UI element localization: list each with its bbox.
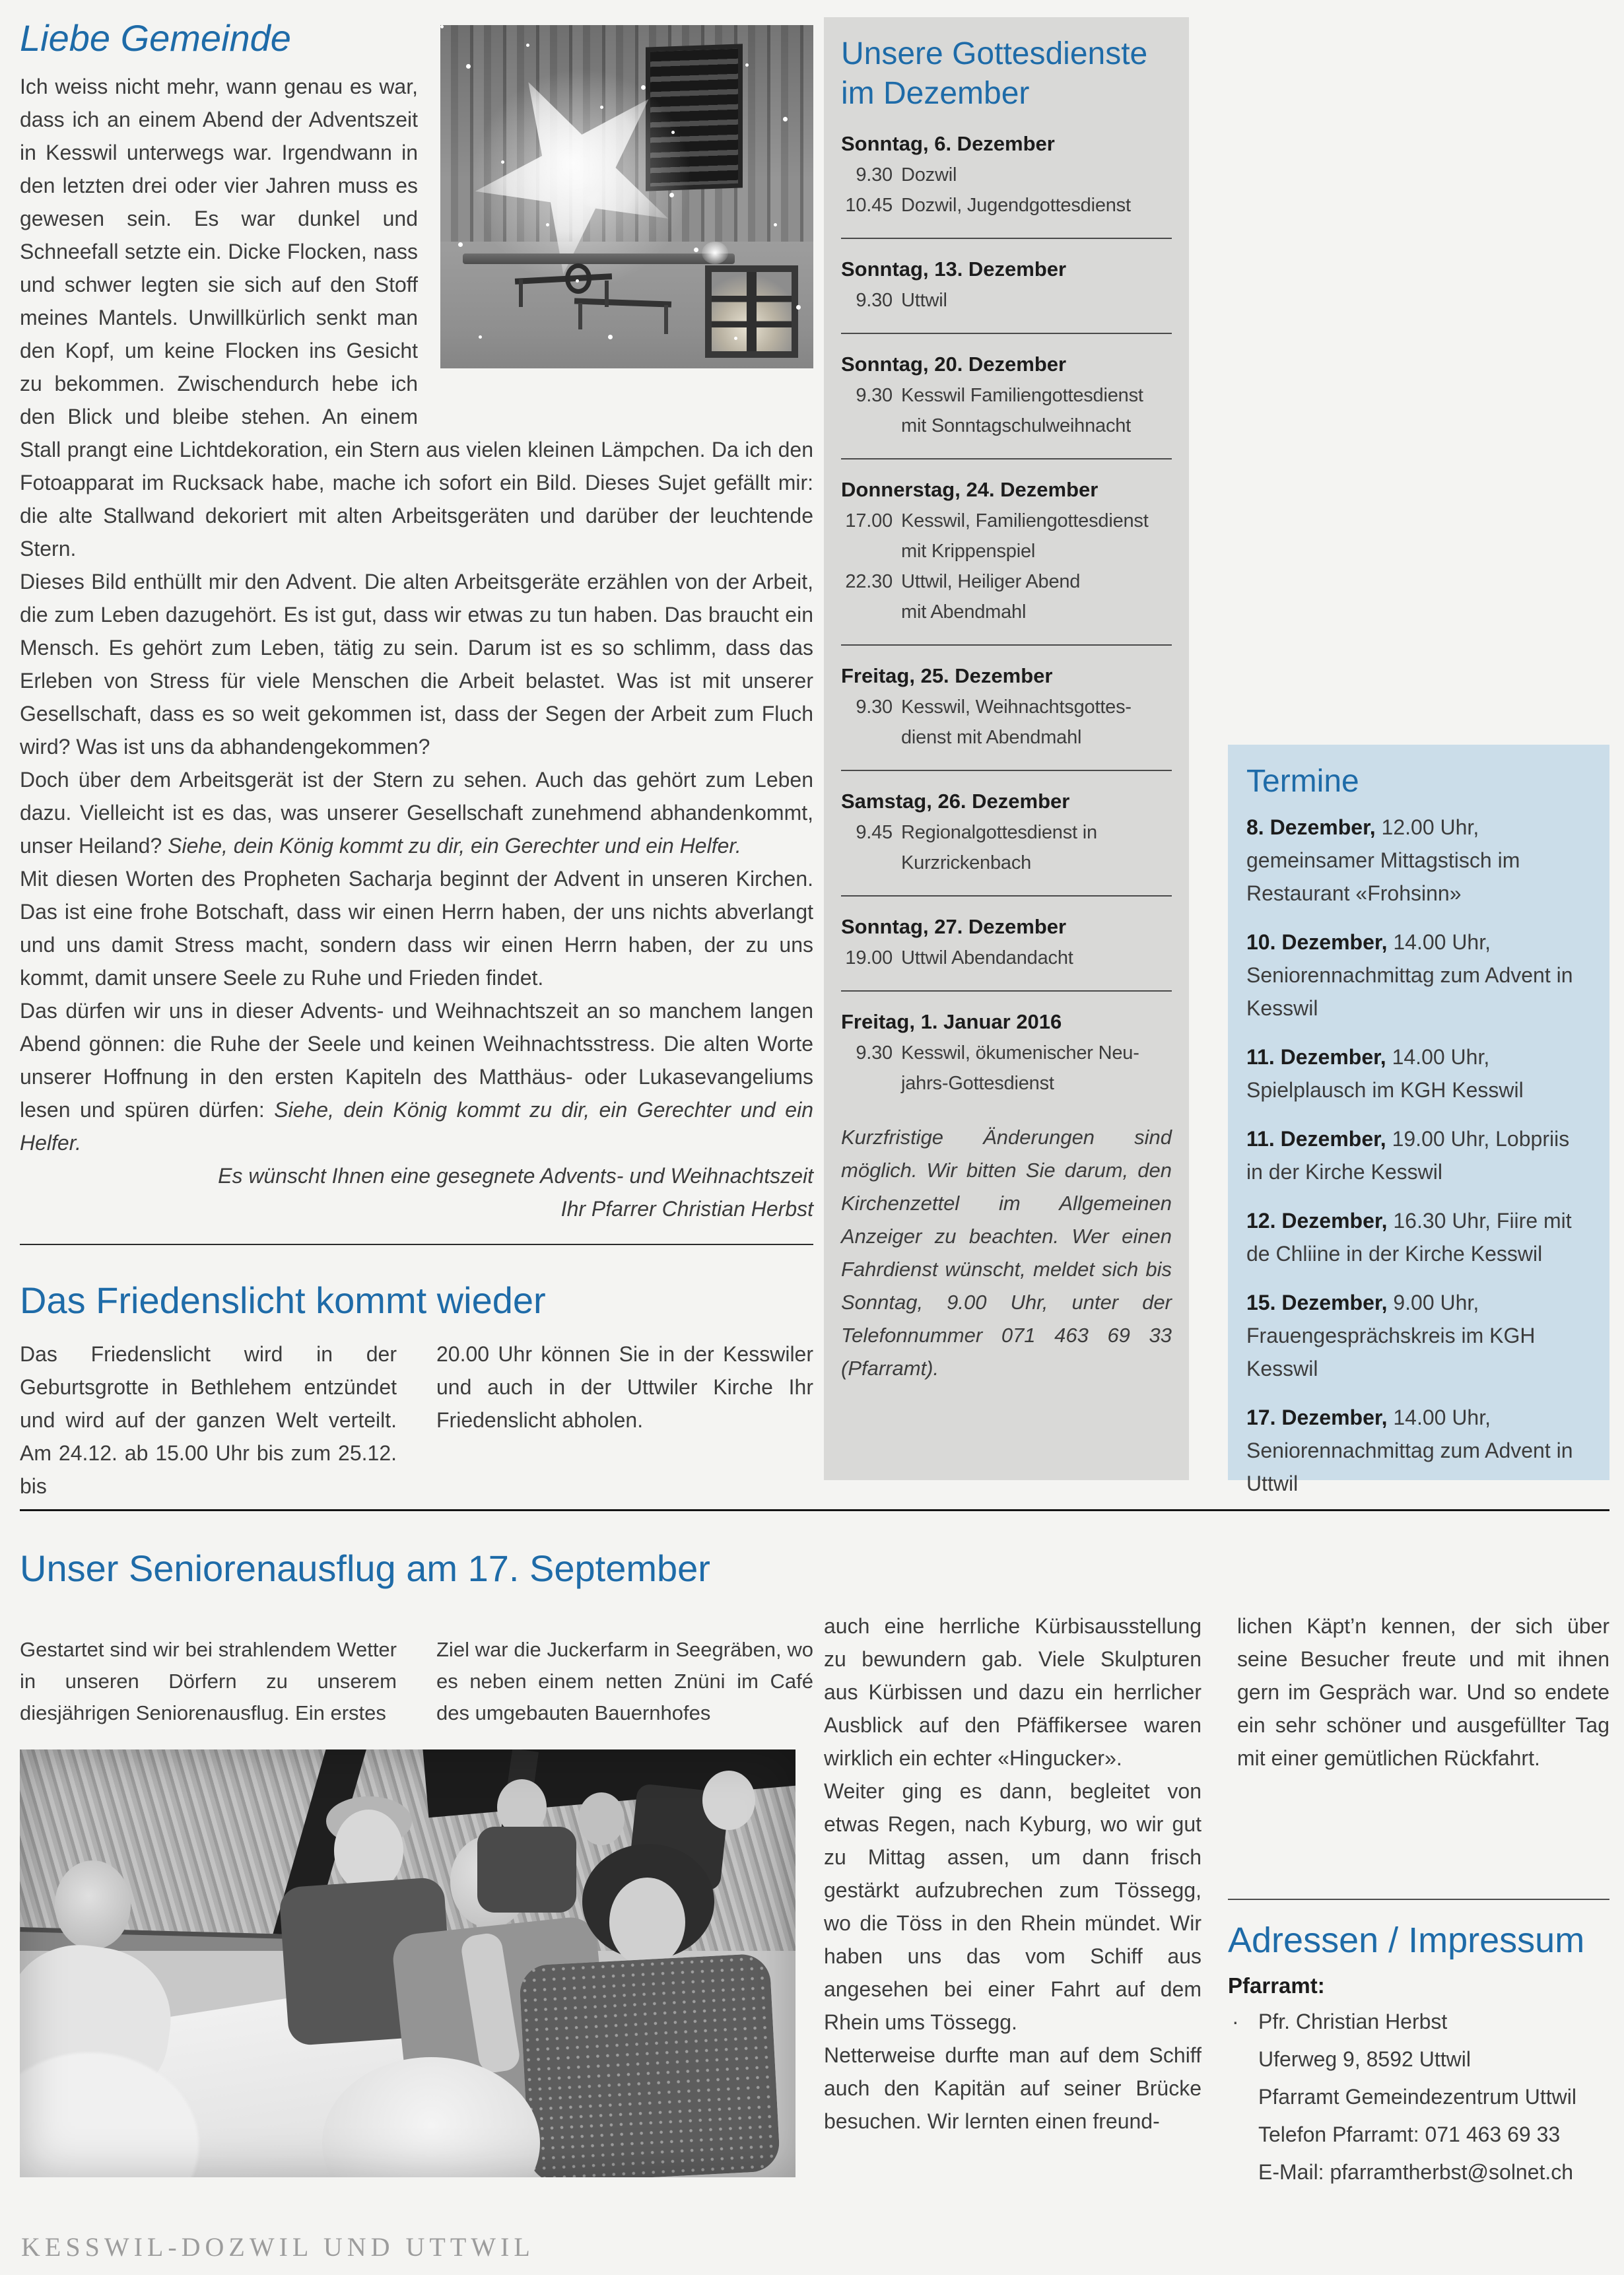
service-line: [841, 285, 1172, 316]
service-place: jahrs-Gottesdienst: [901, 1073, 1054, 1094]
service-line: [841, 566, 1172, 597]
services-title-line1: Unsere Gottesdienste: [841, 36, 1148, 71]
service-line: [841, 536, 1172, 566]
services-title-line2: im Dezember: [841, 76, 1030, 111]
small-lit-window: [705, 265, 798, 358]
service-place: Kesswil, Familiengottesdienst: [901, 510, 1149, 531]
termin-text: 19.00 Uhr, Lobpriis in der Kirche Kesswil: [1246, 1127, 1570, 1184]
service-place: Kesswil Familiengottesdienst: [901, 385, 1143, 406]
paragraph: Netterweise durfte man auf dem Schiff auch den Kapitän auf seiner Brücke besuchen. Wir lernten einen freund-: [824, 2043, 1201, 2133]
photo-vignette: [20, 1749, 795, 2177]
termin-entry: [1246, 1401, 1591, 1500]
termine-list: [1246, 811, 1591, 1500]
service-date: Donnerstag, 24. Dezember: [841, 478, 1099, 501]
service-time: 9.30: [856, 290, 893, 311]
services-list: [841, 128, 1172, 1099]
entry-divider: [841, 770, 1172, 771]
service-time: 19.00: [845, 947, 893, 968]
paragraph: Dieses Bild enthüllt mir den Advent. Die alten Arbeitsgeräte erzählen von der Arbeit, die zum Leben dazugehört. Es ist gut, dass wir etwas zu tun haben. Das braucht ein Mensch. Es gehört zum Leben, tätig zu sein. Darum ist es so schlimm, dass das Erleben von Stress für viele Menschen die Arbeit belastet. Was ist mit unserer Gesellschaft, dass es so weit gekommen ist, dass der Segen der Arbeit zum Fluch wird? Was ist uns da abhandengekommen?: [20, 570, 813, 759]
service-date: Samstag, 26. Dezember: [841, 790, 1070, 813]
service-time: 22.30: [845, 571, 893, 592]
services-note: Kurzfristige Änderungen sind möglich. Wir bitten Sie darum, den Kirchenzettel im Allgemeinen Anzeiger zu beachten. Wer einen Fahrdienst wünscht, meldet sich bis Sonntag, 9.00 Uhr, unter der Telefonnummer 071 463 69 33 (Pfarramt).: [841, 1126, 1172, 1380]
paragraph: Mit diesen Worten des Propheten Sacharja beginnt der Advent in unseren Kirchen. Das ist eine frohe Botschaft, dass wir einen Herrn haben, der uns nichts abverlangt und uns damit Stress macht, sondern dass wir einen Herrn haben, der zu uns kommt, damit unsere Seele zu Ruhe und Frieden findet.: [20, 867, 813, 990]
tool-chain: [664, 305, 668, 334]
service-time: 9.30: [856, 696, 893, 718]
impressum-title: Adressen / Impressum: [1228, 1920, 1585, 1960]
paragraph: Ihr Pfarrer Christian Herbst: [560, 1197, 813, 1221]
section-impressum: [1228, 1920, 1611, 2191]
termine-title: Termine: [1246, 764, 1359, 799]
section-friedenslicht: [20, 1279, 813, 1503]
entry-divider: [841, 644, 1172, 646]
service-line: [841, 506, 1172, 536]
service-date: Freitag, 1. Januar 2016: [841, 1010, 1062, 1033]
service-date: Freitag, 25. Dezember: [841, 664, 1053, 687]
ausflug-col1: Gestartet sind wir bei strahlendem Wetter in unseren Dörfern zu unserem diesjährigen Seniorenausflug. Ein erstes: [20, 1638, 397, 1724]
service-line: [841, 411, 1172, 441]
service-place: Kesswil, ökumenischer Neu-: [901, 1042, 1139, 1064]
termin-date: 17. Dezember,: [1246, 1406, 1394, 1429]
service-line: [841, 190, 1172, 221]
service-date: Sonntag, 13. Dezember: [841, 257, 1067, 281]
paragraph: Weiter ging es dann, begleitet von etwas Regen, nach Kyburg, wo wir gut zu Mittag assen, um dann frisch gestärkt aufzubrechen zum Tössegg, wo die Töss in den Rhein mündet. Wir haben uns das vom Schiff aus angesehen bei einer Fahrt auf dem Rhein ums Tössegg.: [824, 1779, 1201, 2034]
service-line: [841, 160, 1172, 190]
service-time: 10.45: [845, 195, 893, 216]
service-date: Sonntag, 6. Dezember: [841, 132, 1055, 155]
service-line: [841, 848, 1172, 878]
impressum-lines: [1228, 2003, 1611, 2191]
friedenslicht-col1: Das Friedenslicht wird in der Geburtsgrotte in Bethlehem entzündet und wird auf der ganzen Welt verteilt. Am 24.12. ab 15.00 Uhr bis zum 25.12. bis: [20, 1342, 397, 1498]
paragraph: Ich weiss nicht mehr, wann genau es war, dass ich an einem Abend der Adventszeit in Kesswil unterwegs war. Irgendwann in den letzten drei oder vier Jahren muss es gewesen sein. Es war dunkel und Schneefall setzte ein. Dicke Flocken, nass und schwer legten sie sich auf den Stoff meines Mantels. Unwillkürlich senkt man den Kopf, um keine Flocken ins Gesicht zu bekommen. Zwischendurch hebe ich den Blick und bleibe stehen. An einem Stall prangt eine Lichtdekoration, ein Stern aus vielen kleinen Lämpchen. Da ich den Fotoapparat im Rucksack habe, mache ich sofort ein Bild. Dieses Sujet gefällt mir: die alte Stallwand dekoriert mit alten Arbeitsgeräten und darüber der leuchtende Stern.: [20, 75, 813, 560]
ausflug-intro-columns: [20, 1613, 813, 1749]
termin-date: 8. Dezember,: [1246, 815, 1382, 839]
entry-divider: [841, 333, 1172, 334]
impressum-line: E-Mail: pfarramtherbst@solnet.ch: [1258, 2160, 1574, 2184]
termin-text: 14.00 Uhr, Spielplausch im KGH Kesswil: [1246, 1045, 1524, 1102]
paragraph: Es wünscht Ihnen eine gesegnete Advents- und Weihnachtszeit: [218, 1164, 813, 1188]
service-entry: [841, 349, 1172, 441]
ausflug-col2: Ziel war die Juckerfarm in Seegräben, wo es neben einem netten Znüni im Café des umgebauten Bauernhofes: [436, 1638, 813, 1724]
section-divider: [20, 1244, 813, 1245]
paragraph: Doch über dem Arbeitsgerät ist der Stern zu sehen. Auch das gehört zum Leben dazu. Vielleicht ist es das, was unserer Gesellschaft zunehmend abhandenkommt, unser Heiland? Siehe, dein König kommt zu dir, ein Gerechter und ein Helfer.: [20, 768, 813, 858]
ausflug-col4: [1237, 1610, 1609, 1775]
impressum-line: Uferweg 9, 8592 Uttwil: [1258, 2047, 1471, 2071]
service-date: Sonntag, 20. Dezember: [841, 353, 1067, 376]
termin-entry: [1246, 1122, 1591, 1188]
page-footer: KESSWIL-DOZWIL UND UTTWIL: [21, 2232, 535, 2262]
service-line: [841, 380, 1172, 411]
wall-beam: [463, 254, 735, 265]
service-entry: [841, 660, 1172, 753]
seniors-group-photo: [20, 1749, 795, 2177]
service-place: Uttwil: [901, 290, 947, 311]
friedenslicht-title: Das Friedenslicht kommt wieder: [20, 1279, 546, 1321]
page-divider: [20, 1509, 1609, 1511]
service-line: [841, 1068, 1172, 1099]
service-line: [841, 1038, 1172, 1068]
service-line: [841, 692, 1172, 722]
service-date: Sonntag, 27. Dezember: [841, 915, 1067, 938]
termin-entry: [1246, 926, 1591, 1025]
service-place: mit Abendmahl: [901, 601, 1027, 623]
termin-text: 9.00 Uhr, Frauengesprächskreis im KGH Kesswil: [1246, 1291, 1536, 1380]
impressum-line: Pfarramt Gemeindezentrum Uttwil: [1258, 2085, 1576, 2109]
termin-text: 16.30 Uhr, Fiire mit de Chliine in der Kirche Kesswil: [1246, 1209, 1572, 1266]
termin-date: 10. Dezember,: [1246, 930, 1394, 954]
bullet: ·: [1232, 2010, 1239, 2033]
termin-text: 14.00 Uhr, Seniorennachmittag zum Advent in Uttwil: [1246, 1406, 1573, 1495]
tool-chain: [605, 281, 609, 307]
ausflug-title: Unser Seniorenausflug am 17. September: [20, 1547, 710, 1589]
entry-divider: [841, 458, 1172, 459]
impressum-subtitle: Pfarramt:: [1228, 1973, 1325, 1998]
service-time: 17.00: [845, 510, 893, 531]
service-place: Dozwil: [901, 164, 957, 186]
service-line: [841, 943, 1172, 973]
entry-divider: [841, 895, 1172, 897]
service-place: Uttwil, Heiliger Abend: [901, 571, 1081, 592]
termin-date: 15. Dezember,: [1246, 1291, 1394, 1314]
service-place: mit Sonntagschulweihnacht: [901, 415, 1132, 436]
service-time: 9.45: [856, 822, 893, 843]
termin-entry: [1246, 1040, 1591, 1106]
snow-blob: [582, 190, 602, 207]
service-entry: [841, 786, 1172, 878]
service-line: [841, 597, 1172, 627]
panel-gottesdienste: [824, 17, 1189, 1480]
paragraph: lichen Käpt’n kennen, der sich über seine Besucher freute und mit ihnen gern im Gespräch war. Und so endete ein sehr schöner und ausgefüllter Tag mit einer gemütlichen Rückfahrt.: [1237, 1614, 1609, 1770]
service-entry: [841, 254, 1172, 316]
service-place: Dozwil, Jugendgottesdienst: [901, 195, 1131, 216]
friedenslicht-col2: 20.00 Uhr können Sie in der Kesswiler und auch in der Uttwiler Kirche Ihr Friedenslicht abholen.: [436, 1342, 813, 1432]
service-line: [841, 817, 1172, 848]
service-place: Kesswil, Weihnachtsgottes-: [901, 696, 1132, 718]
advent-star-photo: [440, 25, 813, 368]
impressum-divider: [1228, 1899, 1609, 1900]
service-place: dienst mit Abendmahl: [901, 727, 1082, 748]
snowflakes: [440, 25, 444, 28]
service-place: mit Krippenspiel: [901, 541, 1036, 562]
termin-date: 11. Dezember,: [1246, 1045, 1392, 1069]
service-time: 9.30: [856, 1042, 893, 1064]
service-place: Regionalgottesdienst in: [901, 822, 1097, 843]
article-liebe-gemeinde: [20, 17, 813, 1225]
tool-chain: [578, 303, 582, 329]
service-entry: [841, 474, 1172, 627]
termin-text: 14.00 Uhr, Seniorennachmittag zum Advent in Kesswil: [1246, 930, 1573, 1020]
service-place: Uttwil Abendandacht: [901, 947, 1073, 968]
service-time: 9.30: [856, 164, 893, 186]
paragraph: auch eine herrliche Kürbisausstellung zu bewundern gab. Viele Skulpturen aus Kürbissen und dazu ein herrlicher Ausblick auf den Pfäffikersee waren wirklich ein echter «Hingucker».: [824, 1614, 1201, 1770]
service-line: [841, 722, 1172, 753]
ausflug-col3: [824, 1610, 1201, 2138]
service-entry: [841, 1006, 1172, 1099]
tool-chain: [519, 279, 523, 307]
panel-termine: [1228, 745, 1609, 1495]
section-seniorenausflug: [20, 1547, 944, 1590]
service-entry: [841, 128, 1172, 221]
service-entry: [841, 911, 1172, 973]
termin-entry: [1246, 1204, 1591, 1270]
entry-divider: [841, 238, 1172, 239]
termin-date: 11. Dezember,: [1246, 1127, 1392, 1151]
article-title: Liebe Gemeinde: [20, 17, 291, 59]
service-place: Kurzrickenbach: [901, 852, 1032, 873]
termin-entry: [1246, 1286, 1591, 1385]
impressum-line: · Pfr. Christian Herbst: [1228, 2003, 1611, 2041]
entry-divider: [841, 990, 1172, 992]
termin-entry: [1246, 811, 1591, 910]
termin-text: 12.00 Uhr, gemeinsamer Mittagstisch im Restaurant «Frohsinn»: [1246, 815, 1520, 905]
termin-date: 12. Dezember,: [1246, 1209, 1394, 1233]
service-time: 9.30: [856, 385, 893, 406]
snow-blob: [702, 242, 728, 264]
impressum-line: Telefon Pfarramt: 071 463 69 33: [1258, 2122, 1561, 2146]
paragraph: Das dürfen wir uns in dieser Advents- und Weihnachtszeit an so manchem langen Abend gönnen: die Ruhe der Seele und keinen Weihnachtsstress. Die alten Worte unserer Hoffnung in den ersten Kapiteln des Matthäus- oder Lukasevangeliums lesen und spüren dürfen: Siehe, dein König kommt zu dir, ein Gerechter und ein Helfer.: [20, 999, 814, 1155]
